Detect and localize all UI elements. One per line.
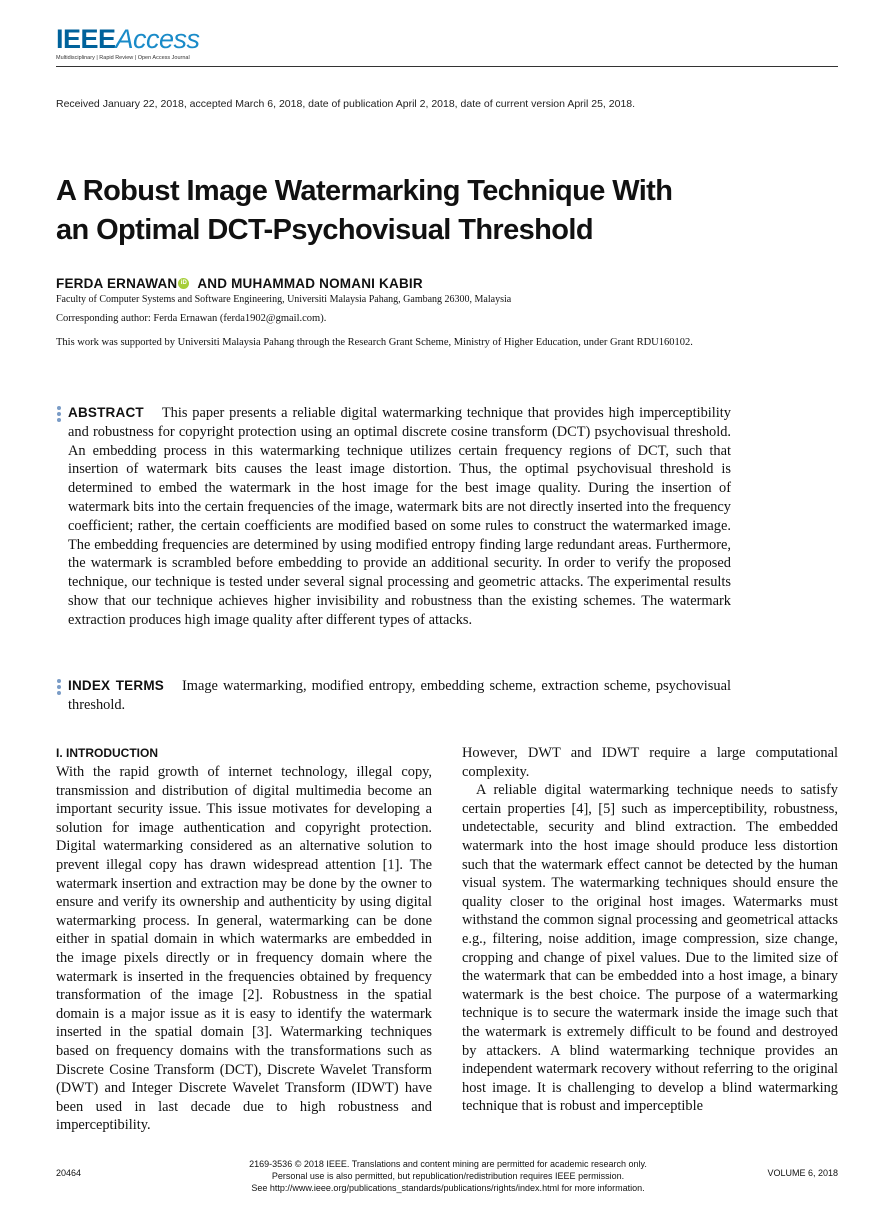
title-line-2: an Optimal DCT-Psychovisual Threshold [56, 214, 593, 246]
intro-paragraph-continued: However, DWT and IDWT require a large computational complexity. [462, 745, 838, 780]
abstract-text: This paper presents a reliable digital watermarking technique that provides high imperceptibility and robustness for copyright protection using an optimal discrete cosine transform (DCT) psychovisual threshold. An embedding process in this watermarking technique utilizes certain frequency regions of DCT, such that insertion of watermark bits causes the least image distortion. Thus, the optimal psychovisual threshold is determined to embed the watermark in the host image for the best image quality. During the insertion of watermark bits into the certain frequencies of the image, watermark bits are not directly inserted into the frequency coefficient; rather, the certain coefficients are modified based on some rules to construct the watermarked image. The embedding frequencies are determined by using modified entropy finding large redundant areas. Furthermore, the watermark is scrambled before embedding to provide an additional security. In order to verify the proposed technique, our technique is tested under several signal processing and geometric attacks. The experimental results show that our technique achieves higher invisibility and robustness than the existing schemes. The watermark extraction produces high image quality after different types of attacks. [68, 405, 731, 628]
abstract [68, 404, 731, 630]
journal-logo [56, 24, 200, 61]
column-left [56, 744, 432, 1135]
index-terms-text: Image watermarking, modified entropy, embedding scheme, extraction scheme, psychovisual threshold. [68, 678, 731, 713]
section-heading-introduction: I. INTRODUCTION [56, 746, 158, 760]
logo-access: Access [115, 24, 200, 54]
abstract-label: ABSTRACT [68, 405, 144, 420]
author-list [56, 276, 423, 291]
copyright-line-2: Personal use is also permitted, but republication/redistribution requires IEEE permission. [271, 1171, 625, 1181]
copyright-line-1: 2169-3536 © 2018 IEEE. Translations and content mining are permitted for academic research only. [249, 1159, 647, 1169]
copyright-line-3: See http://www.ieee.org/publications_standards/publications/rights/index.html for more information. [251, 1183, 645, 1193]
intro-paragraph-1: With the rapid growth of internet technology, illegal copy, transmission and distribution of digital multimedia become an important security issue. This issue motivates for developing a solution for image authentication and copyright protection. Digital watermarking considered as an alternative solution to prevent illegal copy has drawn widespread attention [1]. The watermark insertion and extraction may be done by the owner to ensure and verify its ownership and authenticity by using digital watermarking process. In general, watermarking can be done either in spatial domain in which watermarks are embedded in the image pixels directly or in frequency domain where the watermark is inserted in the frequencies obtained by frequency transformation of the image [2]. Robustness in the spatial domain is a major issue as it is easy to identify the watermark inserted in the spatial domain [3]. Watermarking techniques based on frequency domains with the transformations such as Discrete Cosine Transform (DCT), Discrete Wavelet Transform (DWT) and Integer Discrete Wavelet Transform (IDWT) have been used in last decade due to high robustness and imperceptibility. [56, 764, 432, 1134]
abstract-marker-icon [57, 406, 61, 424]
page-number: 20464 [56, 1168, 82, 1178]
corresponding-author: Corresponding author: Ferda Ernawan (ferda1902@gmail.com). [56, 313, 327, 324]
funding-note: This work was supported by Universiti Malaysia Pahang through the Research Grant Scheme, Ministry of Higher Education, under Grant RDU160102. [56, 337, 693, 348]
index-terms-marker-icon [57, 679, 61, 697]
paper-title [56, 172, 816, 250]
volume-info: VOLUME 6, 2018 [767, 1168, 838, 1178]
header-rule [56, 66, 838, 67]
index-terms-label: INDEX TERMS [68, 678, 164, 693]
received-dates: Received January 22, 2018, accepted March 6, 2018, date of publication April 2, 2018, date of current version April 25, 2018. [56, 98, 636, 110]
affiliation: Faculty of Computer Systems and Software Engineering, Universiti Malaysia Pahang, Gambang 26300, Malaysia [56, 294, 512, 305]
copyright-notice [200, 1158, 696, 1194]
logo-tagline: Multidisciplinary | Rapid Review | Open Access Journal [56, 55, 190, 61]
logo-ieee: IEEE [56, 24, 116, 54]
column-right [462, 744, 838, 1116]
author-1: FERDA ERNAWAN [56, 276, 178, 291]
intro-paragraph-2: A reliable digital watermarking technique needs to satisfy certain properties [4], [5] such as imperceptibility, robustness, undetectable, security and blind extraction. The embedded watermark into the host image should produce less distortion such that the watermark effect cannot be detected by the human visual system. The watermarking techniques should ensure the quality closer to the original host images. Watermarks must withstand the common signal processing and geometrical attacks e.g., filtering, noise addition, image compression, size change, cropping and change of pixel values. Due to the limited size of the watermark that can be embedded into a host image, a binary watermark is the best choice. The purpose of a watermarking technique is to secure the watermark inside the image such that the watermark is extremely difficult to be found and destroyed by attackers. A blind watermarking technique provides an independent watermark recovery without referring to the original host image. It is challenging to develop a blind watermarking technique that is robust and imperceptible [462, 782, 838, 1115]
orcid-icon[interactable]: iD [178, 278, 189, 289]
title-line-1: A Robust Image Watermarking Technique With [56, 175, 673, 207]
index-terms [68, 677, 731, 715]
author-rest: AND MUHAMMAD NOMANI KABIR [197, 276, 423, 291]
